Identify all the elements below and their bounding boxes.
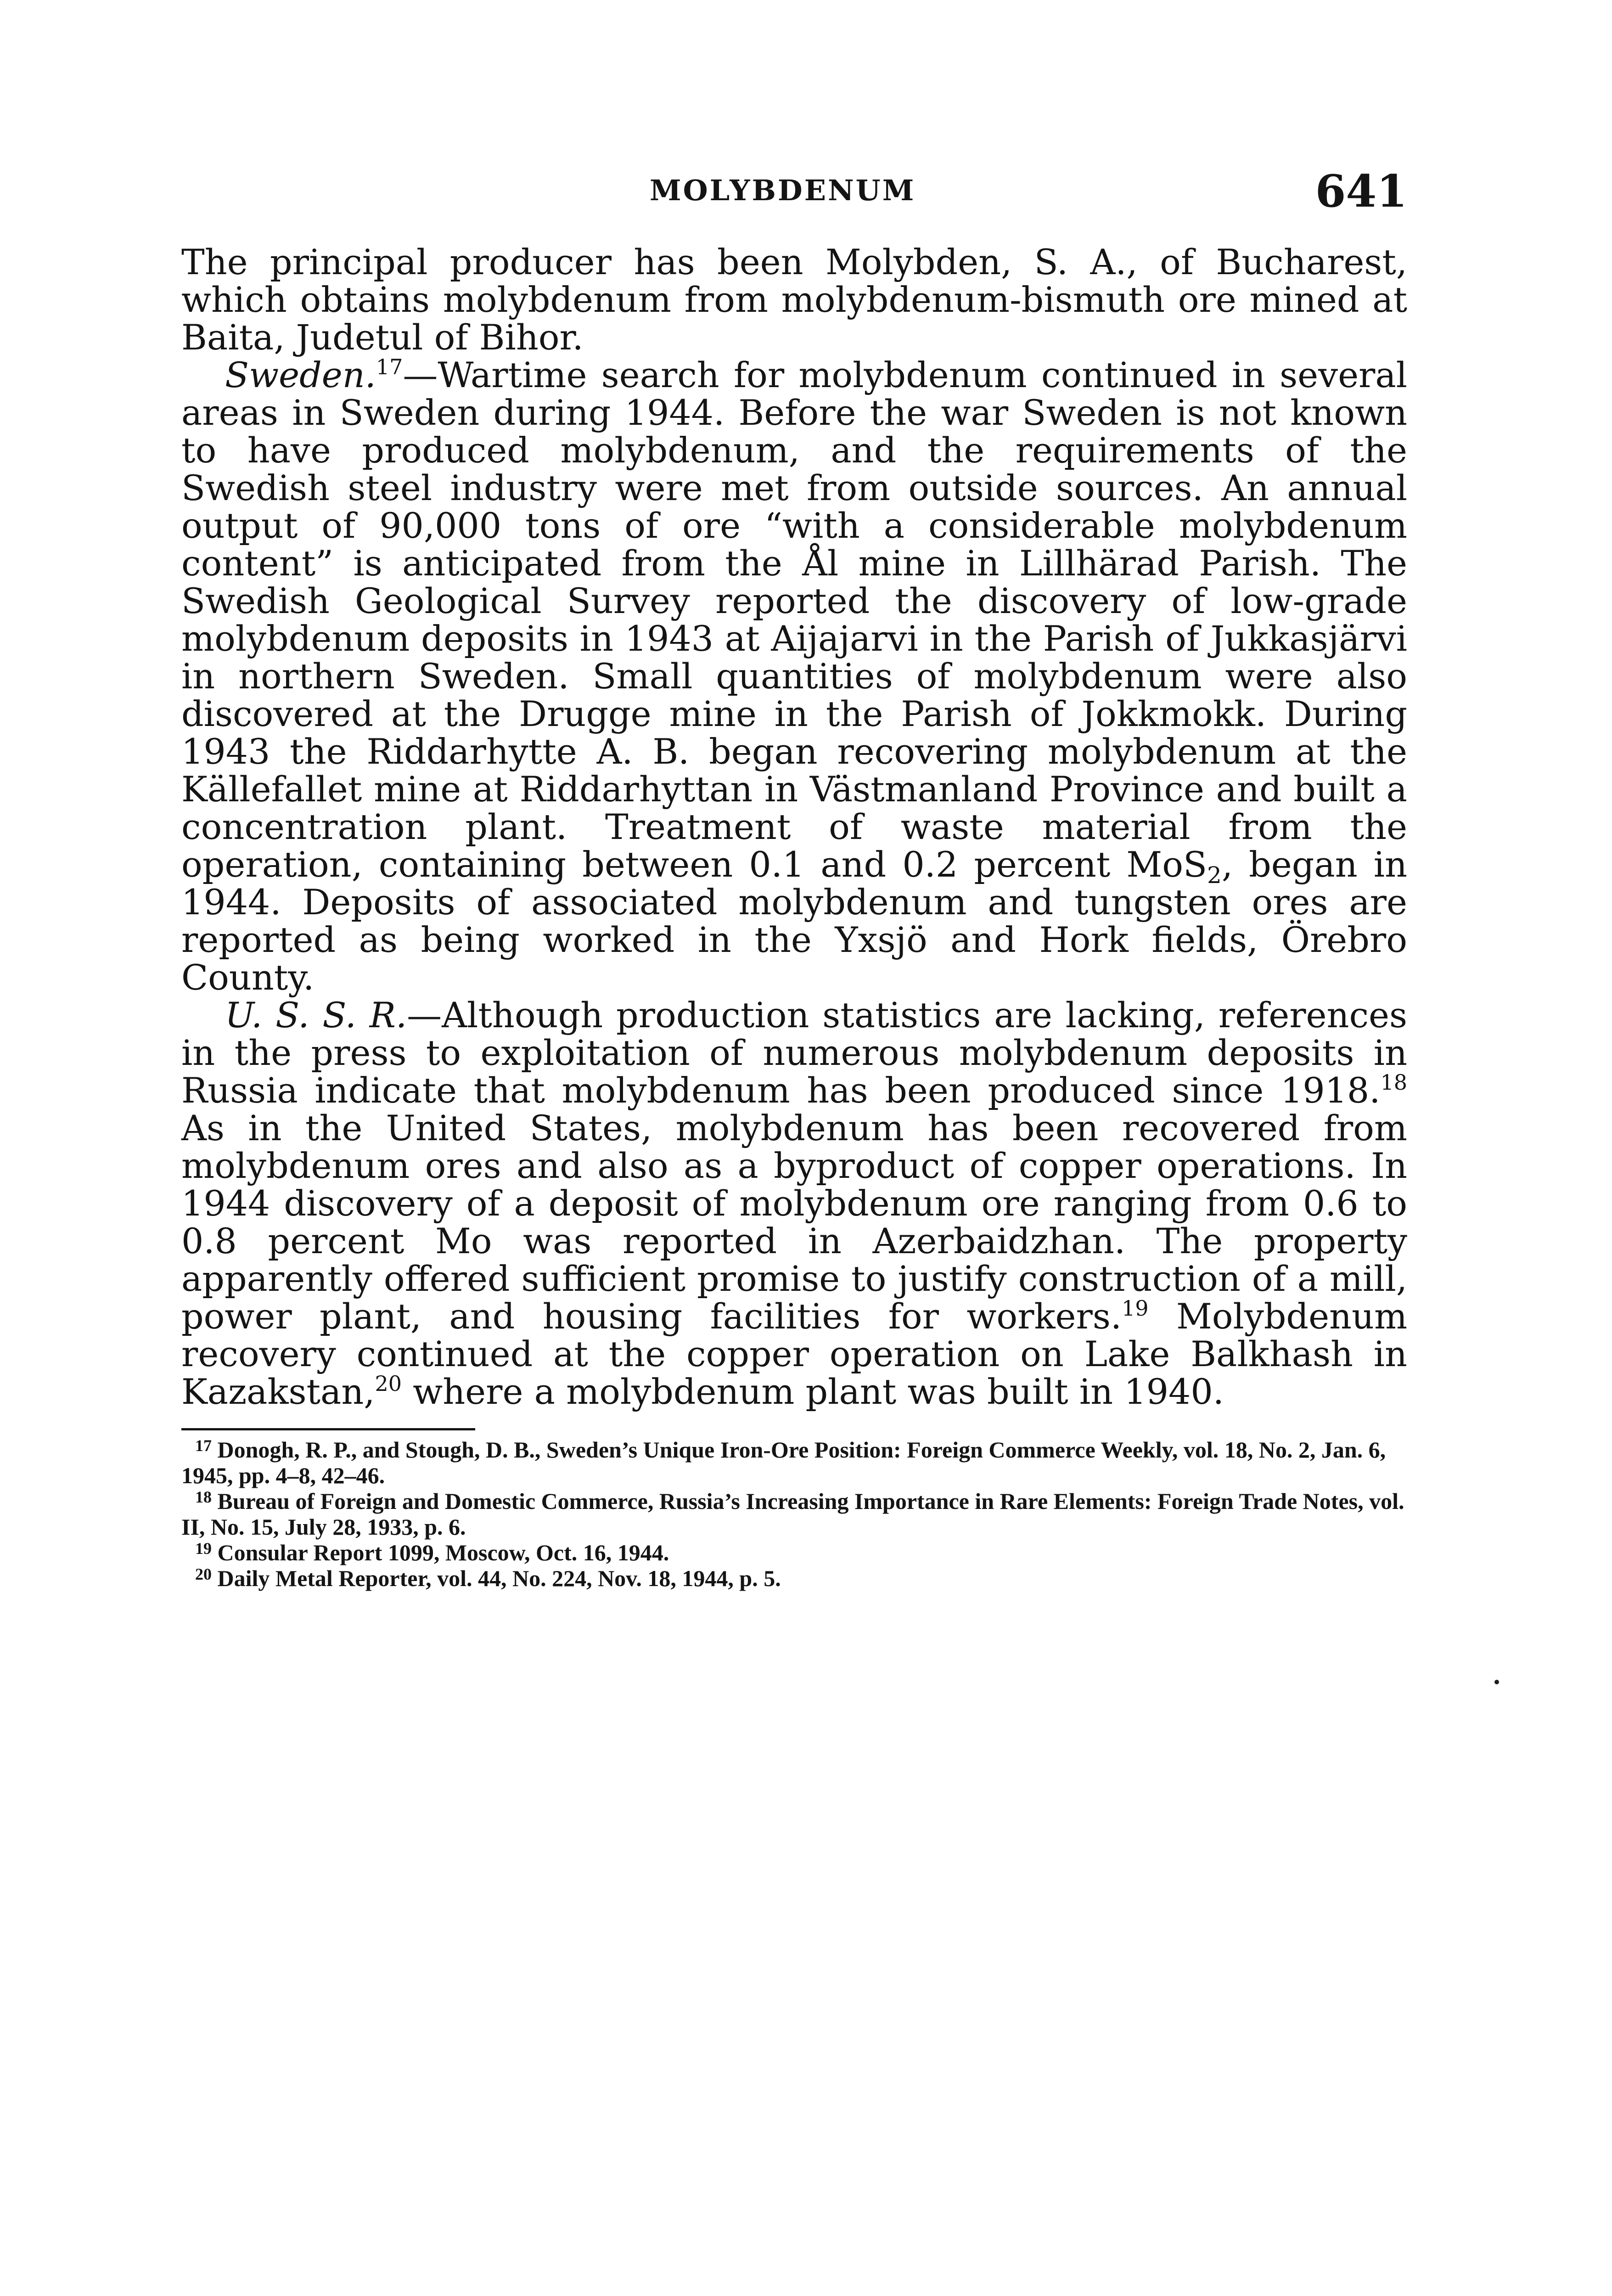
- footnote-ref-19: 19: [1122, 1296, 1149, 1321]
- footnote-20: [181, 1565, 1407, 1591]
- running-title: MOLYBDENUM: [650, 174, 916, 207]
- paragraph-romania: The principal producer has been Molybden, S. A., of Bucharest, which obtains molybdenum from molybdenum-bismuth ore mined at Baita, Judetul of Bihor.: [181, 242, 1407, 358]
- footnote-text: Consular Report 1099, Moscow, Oct. 16, 1944.: [217, 1540, 669, 1565]
- footnote-19: [181, 1540, 1407, 1565]
- footnote-18: [181, 1488, 1407, 1540]
- footnote-divider: [181, 1428, 475, 1430]
- document-page: [181, 165, 1407, 1591]
- page-number: 641: [1315, 165, 1407, 217]
- ussr-text-2: As in the United States, molybdenum has been recovered from molybdenum ores and also as a byproduct of copper operations. In 1944 discovery of a deposit of molybdenum ore ranging from 0.6 to 0.8 percent Mo was reported in Azerbaidzhan. The property apparently offered sufficient promise to justify construction of a mill, power plant, and housing facilities for workers.: [181, 1108, 1407, 1337]
- ussr-text-4: where a molybdenum plant was built in 1940.: [402, 1371, 1224, 1412]
- ussr-text-1: —Although production statistics are lacking, references in the press to exploitation of numerous molybdenum deposits in Russia indicate that molybdenum has been produced since 1918.: [181, 995, 1407, 1111]
- footnote-mark: 19: [195, 1539, 212, 1558]
- footnote-ref-17: 17: [376, 355, 403, 379]
- footnotes: [181, 1437, 1407, 1591]
- sweden-text-1: —Wartime search for molybdenum continued in several areas in Sweden during 1944. Before the war Sweden is not known to have produced molybdenum, and the requirements of the Swedish steel industry were met from outside sources. An annual output of 90,000 tons of ore “with a considerable molybdenum content” is anticipated from the Ål mine in Lillhärad Parish. The Swedish Geological Survey reported the discovery of low-grade molybdenum deposits in 1943 at Aijajarvi in the Parish of Jukkasjärvi in northern Sweden. Small quantities of molybdenum were also discovered at the Drugge mine in the Parish of Jokkmokk. During 1943 the Riddarhytte A. B. began recovering molybdenum at the Källefallet mine at Riddarhyttan in Västmanland Province and built a concentration plant. Treatment of waste material from the operation, containing between 0.1 and 0.2 percent MoS: [181, 355, 1407, 885]
- mos2-subscript: 2: [1207, 862, 1222, 889]
- footnote-text: Donogh, R. P., and Stough, D. B., Sweden’s Unique Iron-Ore Position: Foreign Commerce Weekly, vol. 18, No. 2, Jan. 6, 1945, pp. 4–8, 42–46.: [181, 1437, 1386, 1488]
- ussr-heading: U. S. S. R.: [225, 995, 407, 1035]
- paragraph-sweden: [181, 356, 1407, 996]
- footnote-mark: 17: [195, 1436, 212, 1455]
- footnote-text: Daily Metal Reporter, vol. 44, No. 224, Nov. 18, 1944, p. 5.: [217, 1565, 781, 1591]
- paragraph-ussr: [181, 996, 1407, 1411]
- footnote-ref-20: 20: [375, 1371, 402, 1396]
- footnote-mark: 18: [195, 1488, 212, 1506]
- footnote-ref-18: 18: [1380, 1070, 1407, 1095]
- footnote-17: [181, 1437, 1407, 1488]
- body-text: [181, 243, 1407, 1411]
- sweden-text-2: , began in 1944. Deposits of associated molybdenum and tungsten ores are reported as being worked in the Yxsjö and Hork fields, Örebro County.: [181, 844, 1407, 998]
- scan-speck: [1494, 1680, 1499, 1684]
- sweden-heading: Sweden.: [225, 355, 376, 395]
- running-header: [181, 165, 1407, 225]
- ussr-text-3: Molybdenum recovery continued at the copper operation on Lake Balkhash in Kazakstan,: [181, 1296, 1408, 1412]
- footnote-text: Bureau of Foreign and Domestic Commerce, Russia’s Increasing Importance in Rare Elements: Foreign Trade Notes, vol. II, No. 15, July 28, 1933, p. 6.: [181, 1488, 1404, 1540]
- footnote-mark: 20: [195, 1565, 212, 1583]
